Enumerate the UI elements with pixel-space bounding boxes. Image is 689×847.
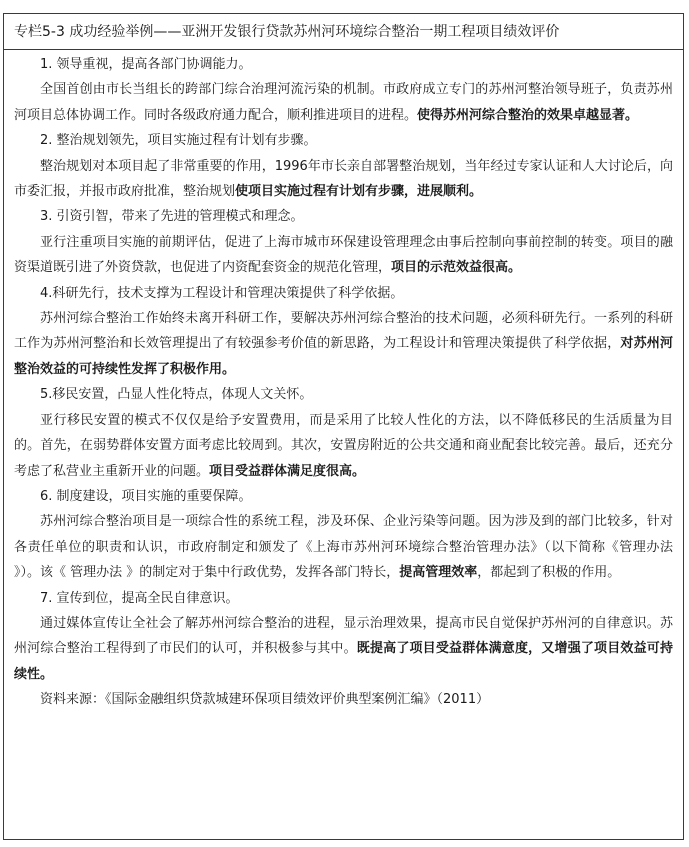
section-6-heading: 6. 制度建设，项目实施的重要保障。 (40, 488, 252, 504)
section-7-heading: 7. 宣传到位，提高全民自律意识。 (40, 590, 239, 606)
source-note: 资料来源：《国际金融组织贷款城建环保项目绩效评价典型案例汇编》（2011） (40, 692, 490, 708)
section-3-body (14, 230, 673, 281)
section-1-bold: 使得苏州河综合整治的效果卓越显著。 (417, 107, 639, 123)
section-6-tail: ，都起到了积极的作用。 (477, 565, 621, 581)
section-3-bold: 项目的示范效益很高。 (391, 260, 522, 276)
section-7-text: 通过媒体宣传让全社会了解苏州河综合整治的进程，显示治理效果，提高市民自觉保护苏州河的自律意识。苏州河综合整治工程得到了市民们的认可，并积极参与其中。 (14, 615, 673, 657)
section-4-bold: 对苏州河整治效益的可持续性发挥了积极作用。 (14, 336, 673, 377)
section-5-body (14, 408, 673, 484)
section-2-bold: 使项目实施过程有计划有步骤，进展顺利。 (235, 184, 483, 200)
section-5-bold: 项目受益群体满足度很高。 (209, 463, 366, 479)
section-7-body (14, 611, 673, 687)
section-1-body (14, 77, 673, 128)
section-6-text: 苏州河综合整治项目是一项综合性的系统工程，涉及环保、企业污染等问题。因为涉及到的部门比较多，针对各责任单位的职责和认识，市政府制定和颁发了《上海市苏州河环境综合整治管理办法》（以下简称《管理办法 》）。该《 管理办法 》的制定对于集中行政优势，发挥各部门特长， (14, 514, 673, 581)
box-content (4, 50, 683, 713)
section-2-body (14, 154, 673, 205)
section-4-body (14, 306, 673, 382)
box-title: 专栏5-3 成功经验举例——亚洲开发银行贷款苏州河环境综合整治一期工程项目绩效评价 (4, 14, 683, 50)
section-1-heading: 1. 领导重视，提高各部门协调能力。 (40, 57, 252, 72)
section-2-heading: 2. 整治规划领先，项目实施过程有计划有步骤。 (40, 133, 317, 149)
section-3-heading: 3. 引资引智，带来了先进的管理模式和理念。 (40, 209, 304, 225)
section-4-heading: 4.科研先行，技术支撑为工程设计和管理决策提供了科学依据。 (40, 285, 404, 301)
section-5-heading: 5.移民安置，凸显人性化特点，体现人文关怀。 (40, 387, 313, 403)
section-2-text: 整治规划对本项目起了非常重要的作用，1996年市长亲自部署整治规划，当年经过专家认证和人大讨论后，向市委汇报，并报市政府批准，整治规划 (14, 158, 673, 200)
case-study-box (3, 13, 684, 840)
section-5-text: 亚行移民安置的模式不仅仅是给予安置费用，而是采用了比较人性化的方法，以不降低移民的生活质量为目的。首先，在弱势群体安置方面考虑比较周到。其次，安置房附近的公共交通和商业配套比较完善。最后，还充分考虑了私营业主重新开业的问题。 (14, 412, 673, 479)
section-3-text: 亚行注重项目实施的前期评估，促进了上海市城市环保建设管理理念由事后控制向事前控制的转变。项目的融资渠道既引进了外资贷款，也促进了内资配套资金的规范化管理， (14, 234, 673, 276)
section-6-body (14, 509, 673, 585)
section-4-text: 苏州河综合整治工作始终未离开科研工作，要解决苏州河综合整治的技术问题，必须科研先行。一系列的科研工作为苏州河整治和长效管理提出了有较强参考价值的新思路，为工程设计和管理决策提供了科学依据， (14, 311, 673, 352)
section-6-bold: 提高管理效率 (399, 565, 478, 581)
section-7-bold: 既提高了项目受益群体满意度，又增强了项目效益可持续性。 (14, 641, 673, 682)
section-1-text: 全国首创由市长当组长的跨部门综合治理河流污染的机制。市政府成立专门的苏州河整治领导班子，负责苏州河项目总体协调工作。同时各级政府通力配合，顺利推进项目的进程。 (14, 82, 673, 123)
